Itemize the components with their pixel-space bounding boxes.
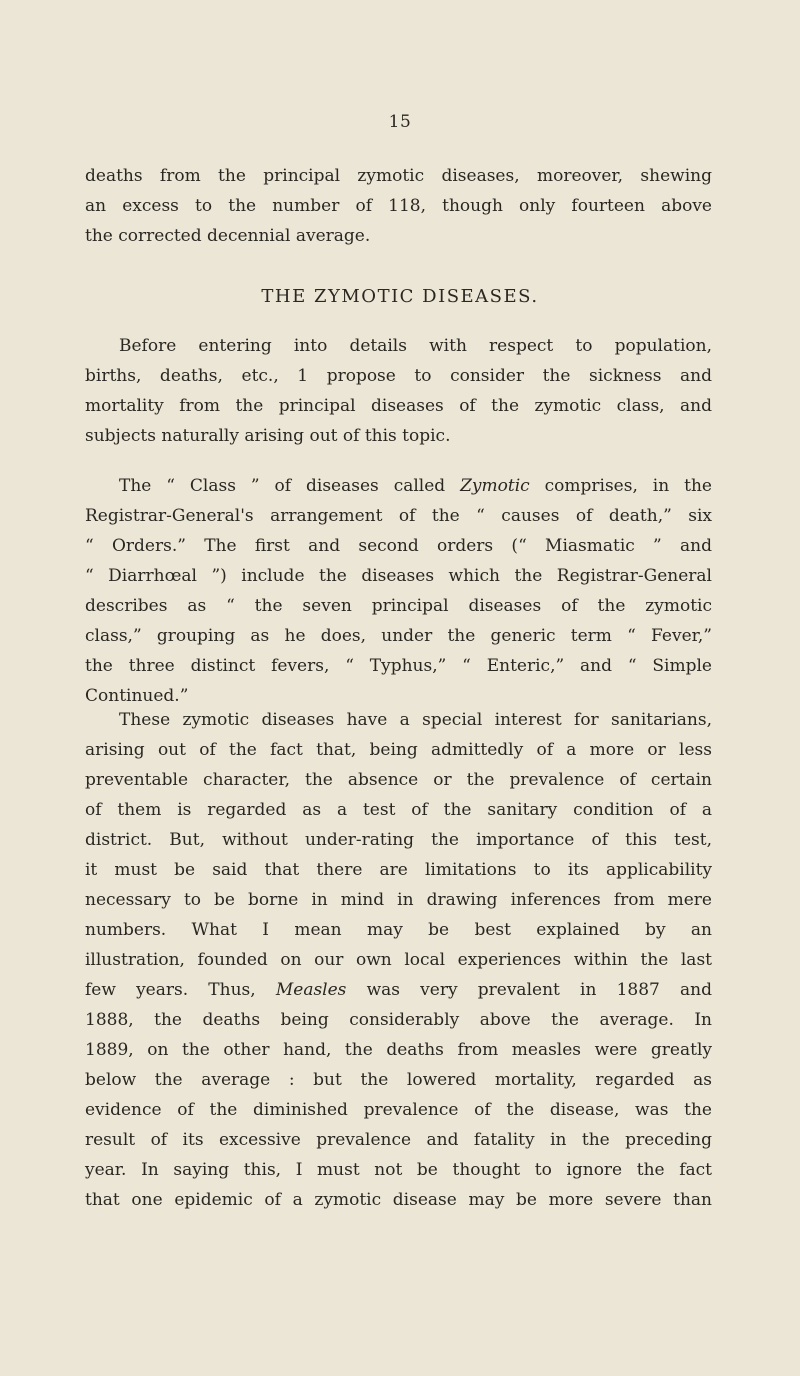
text-line: Before entering into details with respect to population, (119, 336, 712, 356)
paragraph-1 (85, 331, 712, 451)
section-heading: THE ZYMOTIC DISEASES. (261, 286, 539, 307)
text-line (85, 975, 712, 1005)
text-line: mortality from the principal diseases of the zymotic class, and (85, 396, 712, 416)
italic-term-measles: Measles (275, 980, 347, 1000)
text-line: the corrected decennial average. (85, 226, 371, 246)
text-run: comprises, in the (529, 476, 712, 496)
text-line: Continued.” (85, 686, 189, 706)
text-line: that one epidemic of a zymotic disease may be more severe than (85, 1190, 712, 1210)
text-line: the three distinct fevers, “ Typhus,” “ Enteric,” and “ Simple (85, 656, 712, 676)
text-line: “ Diarrhœal ”) include the diseases which the Registrar-General (85, 566, 712, 586)
italic-term-zymotic: Zymotic (460, 476, 530, 496)
text-line: births, deaths, etc., 1 propose to consider the sickness and (85, 366, 712, 386)
text-line: necessary to be borne in mind in drawing inferences from mere (85, 890, 712, 910)
text-line (85, 471, 712, 501)
text-line: numbers. What I mean may be best explained by an (85, 920, 712, 940)
text-line: Registrar-General's arrangement of the “ causes of death,” six (85, 506, 712, 526)
text-run: was very prevalent in 1887 and (346, 980, 712, 1000)
text-line: class,” grouping as he does, under the generic term “ Fever,” (85, 626, 712, 646)
text-line: result of its excessive prevalence and fatality in the preceding (85, 1130, 712, 1150)
text-line: 1888, the deaths being considerably above the average. In (85, 1010, 712, 1030)
paragraph-3 (85, 705, 712, 1215)
text-line: evidence of the diminished prevalence of the disease, was the (85, 1100, 712, 1120)
text-line: an excess to the number of 118, though only fourteen above (85, 196, 712, 216)
text-line: These zymotic diseases have a special interest for sanitarians, (119, 710, 712, 730)
text-line: preventable character, the absence or the prevalence of certain (85, 770, 712, 790)
paragraph-2 (85, 471, 712, 711)
text-line: illustration, founded on our own local experiences within the last (85, 950, 712, 970)
text-line: district. But, without under-rating the importance of this test, (85, 830, 712, 850)
text-line: arising out of the fact that, being admittedly of a more or less (85, 740, 712, 760)
text-line: it must be said that there are limitations to its applicability (85, 860, 712, 880)
intro-paragraph (85, 161, 712, 251)
text-run: The “ Class ” of diseases called (119, 476, 461, 496)
page-number: 15 (388, 112, 412, 132)
text-line: 1889, on the other hand, the deaths from measles were greatly (85, 1040, 712, 1060)
text-line: deaths from the principal zymotic diseases, moreover, shewing (85, 166, 712, 186)
text-line: describes as “ the seven principal diseases of the zymotic (85, 596, 712, 616)
text-line: subjects naturally arising out of this topic. (85, 426, 451, 446)
text-line: of them is regarded as a test of the sanitary condition of a (85, 800, 712, 820)
text-line: “ Orders.” The first and second orders (“ Miasmatic ” and (85, 536, 712, 556)
text-line: below the average : but the lowered mortality, regarded as (85, 1070, 712, 1090)
text-run: few years. Thus, (85, 980, 276, 1000)
text-line: year. In saying this, I must not be thought to ignore the fact (85, 1160, 712, 1180)
